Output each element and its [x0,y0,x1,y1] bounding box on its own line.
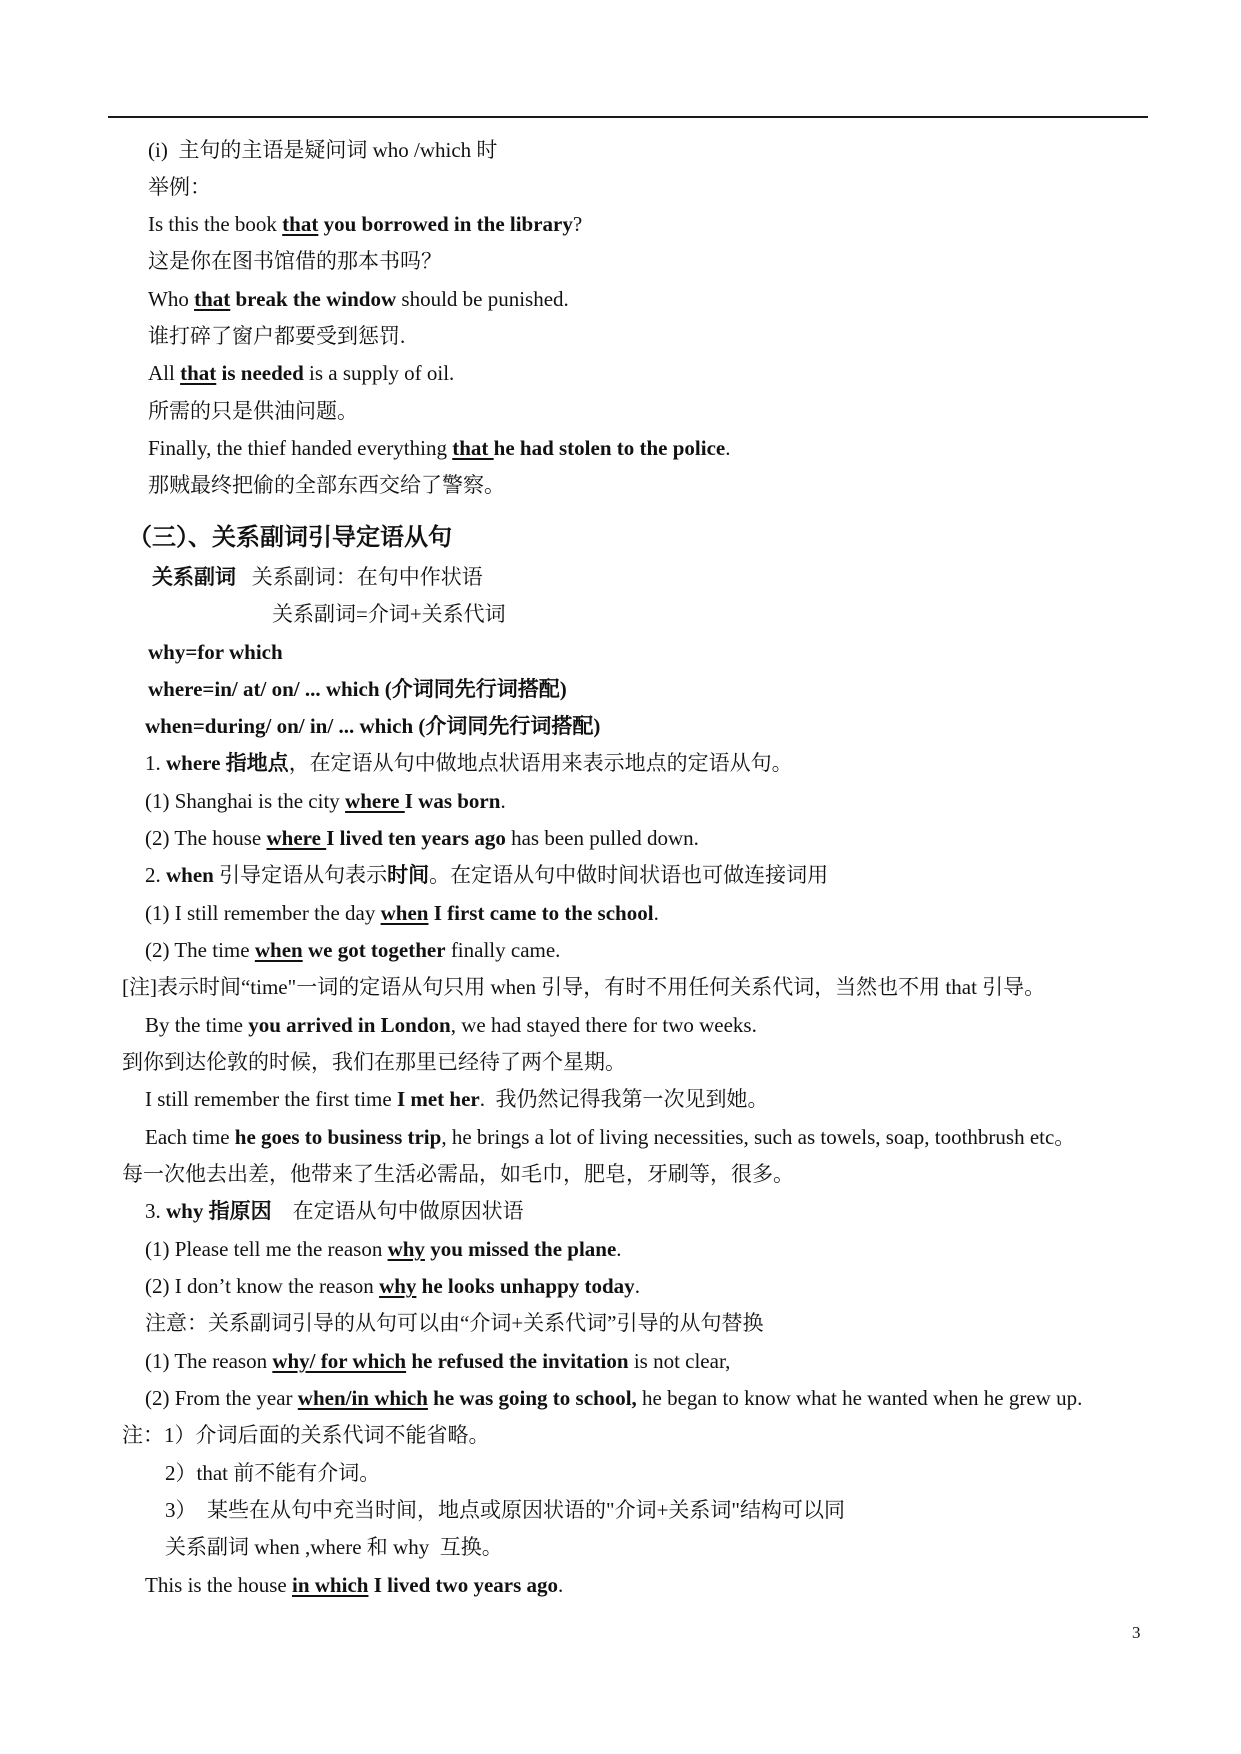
text-line [148,210,582,238]
text-line [148,247,442,275]
bold-phrase: why 指原因 [166,1199,272,1223]
text-line [145,1085,769,1113]
text-line [148,638,283,666]
underlined-keyword: in which [292,1573,369,1597]
bold-phrase: where=in/ at/ on/ ... which (介词同先行词搭配) [148,677,567,701]
text-line [148,322,405,350]
text-run: (2) The house [145,826,267,850]
text-run: (i) 主句的主语是疑问词 who /which 时 [148,138,498,162]
underlined-keyword: why [379,1274,417,1298]
text-line [165,1496,845,1524]
text-run: 2. [145,863,166,887]
text-line [145,1347,730,1375]
text-run: 关系副词：在句中作状语 [236,565,483,589]
bold-phrase: break the window [230,287,397,311]
text-run: This is the house [145,1573,292,1597]
text-run: (1) I still remember the day [145,901,381,925]
text-run: ? [572,212,583,236]
text-line [148,173,211,201]
underlined-keyword: where [345,789,405,813]
text-run: 2）that 前不能有介词。 [165,1461,381,1485]
bold-phrase: 关系副词 [152,565,236,589]
text-run: 每一次他去出差，他带来了生活必需品，如毛巾，肥皂，牙刷等，很多。 [122,1162,794,1186]
bold-phrase: he goes to business trip [234,1125,442,1149]
text-run: Who [148,287,195,311]
text-line [122,1048,626,1076]
text-run: I still remember the first time [145,1087,397,1111]
text-run: , he brings a lot of living necessities, such as towels, soap, toothbrush etc。 [441,1125,1076,1149]
underlined-keyword: that [194,287,231,311]
text-run: Each time [145,1125,235,1149]
text-run: . [653,901,659,925]
text-line [148,434,731,462]
text-line [122,1160,794,1188]
underlined-keyword: that [180,361,217,385]
text-run: 关系副词 when ,where 和 why 互换。 [165,1535,503,1559]
text-line [145,1197,524,1225]
underlined-keyword: when [254,938,303,962]
bold-phrase: you missed the plane [424,1237,617,1261]
text-run: is not clear, [628,1349,731,1373]
text-line [145,1123,1075,1151]
text-run: 到你到达伦敦的时候，我们在那里已经待了两个星期。 [122,1050,626,1074]
text-run: 谁打碎了窗户都要受到惩罚. [148,324,406,348]
bold-phrase: where 指地点 [166,751,289,775]
text-line [145,1272,640,1300]
bold-phrase: when=during/ on/ in/ ... which (介词同先行词搭配) [145,714,601,738]
text-run: Finally, the thief handed everything [148,436,453,460]
bold-phrase: 时间 [387,863,430,887]
header-rule [108,116,1148,118]
text-run: 举例： [148,175,211,199]
text-run: . 我仍然记得我第一次见到她。 [479,1087,769,1111]
underlined-keyword: where [266,826,327,850]
text-run: (1) Please tell me the reason [145,1237,388,1261]
text-line [148,471,505,499]
text-run: 。在定语从句中做时间状语也可做连接词用 [429,863,829,887]
text-line [148,359,454,387]
text-run: . [616,1237,622,1261]
bold-phrase: you arrived in London [248,1013,451,1037]
text-line [145,1309,763,1337]
text-line [148,397,358,425]
text-line [148,675,567,703]
text-run: (1) The reason [145,1349,273,1373]
underlined-keyword: that [452,436,494,460]
bold-phrase: when [166,863,214,887]
text-run: . [634,1274,640,1298]
bold-phrase: he looks unhappy today [416,1274,635,1298]
bold-phrase: he refused the invitation [406,1349,629,1373]
text-run: . [500,789,506,813]
text-line [145,1235,622,1263]
text-line [145,899,659,927]
bold-phrase: he was going to school, [427,1386,637,1410]
text-line [145,824,699,852]
text-run: (2) The time [145,938,255,962]
text-run: is a supply of oil. [303,361,455,385]
text-line [145,936,560,964]
text-run: . [725,436,731,460]
text-run: 那贼最终把偷的全部东西交给了警察。 [148,473,505,497]
text-line [148,285,569,313]
text-line [122,973,1045,1001]
text-run: [注]表示时间“time"一词的定语从句只用 when 引导，有时不用任何关系代词，当然也不用 that 引导。 [122,975,1046,999]
text-run: finally came. [445,938,561,962]
bold-phrase: he had stolen to the police [493,436,726,460]
text-line [165,1459,380,1487]
text-run: he began to know what he wanted when he grew up. [636,1386,1083,1410]
text-line [145,712,600,740]
underlined-keyword: why [387,1237,425,1261]
text-run: 在定语从句中做原因状语 [271,1199,524,1223]
bold-phrase: I met her [396,1087,480,1111]
text-run: . [558,1573,564,1597]
text-run: , we had stayed there for two weeks. [450,1013,757,1037]
bold-phrase: why=for which [148,640,283,664]
text-run: 注意：关系副词引导的从句可以由“介词+关系代词”引导的从句替换 [145,1311,764,1335]
text-line [145,1384,1082,1412]
section-heading [128,523,452,551]
underlined-keyword: when/in which [297,1386,428,1410]
text-line [165,1533,503,1561]
bold-phrase: we got together [302,938,446,962]
text-line [145,749,793,777]
text-line [145,1011,757,1039]
text-run: (2) I don’t know the reason [145,1274,380,1298]
text-run: （三）、关系副词引导定语从句 [128,523,452,551]
text-run: All [148,361,181,385]
text-line [148,136,497,164]
page-number: 3 [1132,1623,1141,1642]
text-run: 3. [145,1199,166,1223]
text-run: By the time [145,1013,249,1037]
text-run: (1) Shanghai is the city [145,789,346,813]
bold-phrase: I was born [404,789,501,813]
text-run: 这是你在图书馆借的那本书吗？ [148,249,442,273]
text-line [152,563,483,591]
bold-phrase: I lived two years ago [368,1573,559,1597]
bold-phrase: I lived ten years ago [326,826,506,850]
text-run: (2) From the year [145,1386,298,1410]
underlined-keyword: when [380,901,429,925]
underlined-keyword: that [282,212,319,236]
text-run: 引导定语从句表示 [213,863,388,887]
text-run: Is this the book [148,212,283,236]
text-line [272,600,506,628]
text-run: 所需的只是供油问题。 [148,399,358,423]
text-line [145,1571,563,1599]
text-run: has been pulled down. [505,826,699,850]
bold-phrase: you borrowed in the library [318,212,573,236]
text-run: 3） 某些在从句中充当时间，地点或原因状语的"介词+关系词"结构可以同 [165,1498,845,1522]
text-line [122,1421,490,1449]
bold-phrase: I first came to the school [428,901,654,925]
text-line [145,861,828,889]
bold-phrase: is needed [216,361,304,385]
text-run: 1. [145,751,166,775]
text-run: 注：1）介词后面的关系代词不能省略。 [122,1423,490,1447]
text-run: should be punished. [396,287,569,311]
text-run: ，在定语从句中做地点状语用来表示地点的定语从句。 [288,751,793,775]
text-run: 关系副词=介词+关系代词 [272,602,506,626]
underlined-keyword: why/ for which [272,1349,407,1373]
text-line [145,787,506,815]
